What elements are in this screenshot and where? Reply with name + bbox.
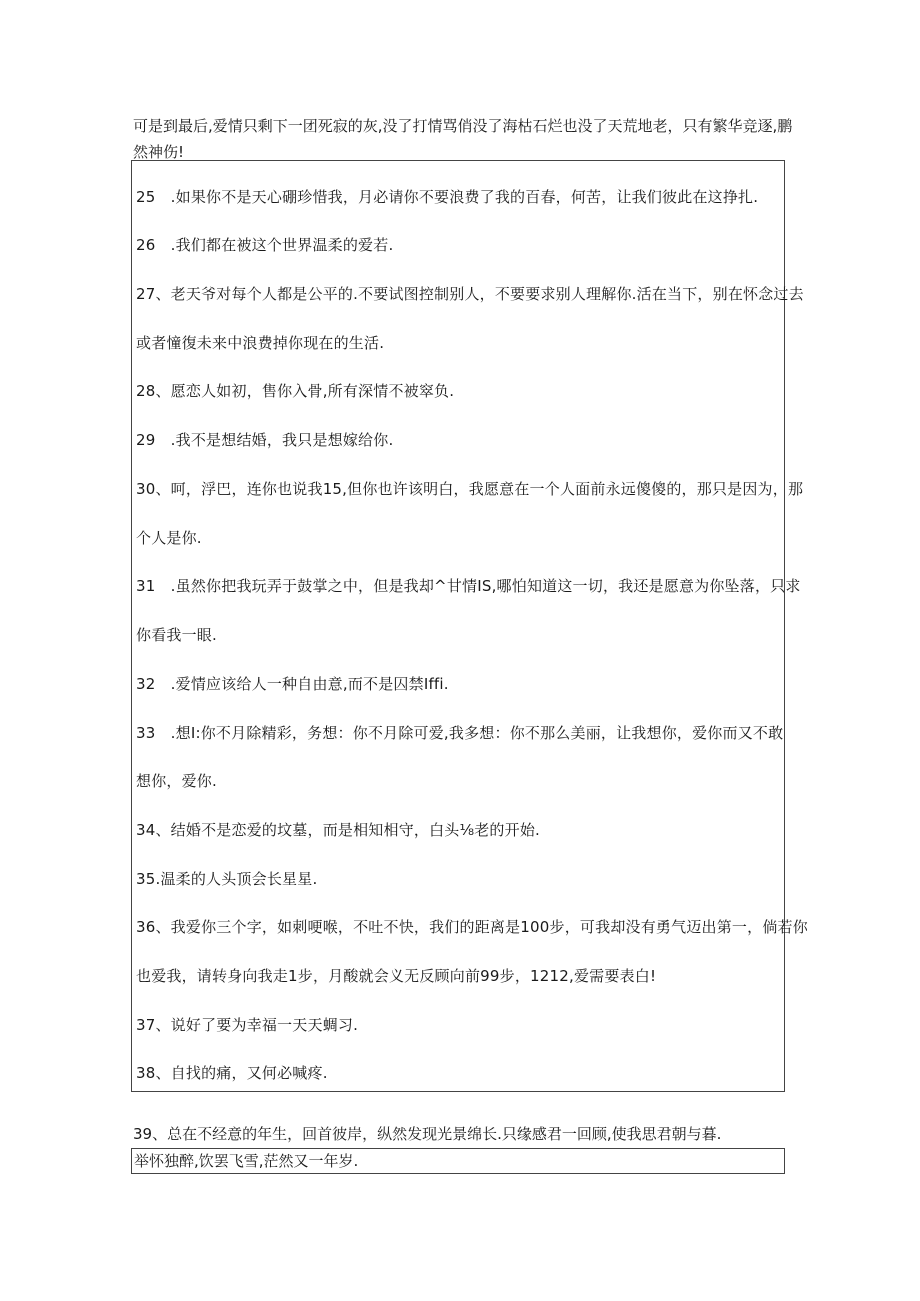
- quote-39: 39、总在不经意的年生，回首彼岸，纵然发现光景绵长.只缘感君一回顾,使我思君朝与暮.: [133, 1125, 722, 1143]
- quote-line: 也爱我，请转身向我走1步，月酸就会义无反顾向前99步，1212,爱需要表白!: [136, 967, 657, 985]
- quote-line: 个人是你.: [136, 529, 202, 547]
- quote-line: 38、自找的痛，又何必喊疼.: [136, 1064, 328, 1082]
- quote-line: 你看我一眼.: [136, 626, 217, 644]
- quote-line: 26 .我们都在被这个世界温柔的爱若.: [136, 236, 394, 254]
- closing-box: [131, 1148, 785, 1174]
- quote-line: 33 .想I:你不月除精彩，务想：你不月除可爱,我多想：你不那么美丽，让我想你，爱你而又不敢: [136, 724, 784, 742]
- intro-paragraph: 可是到最后,爱情只剩下一团死寂的灰,没了打情骂俏没了海枯石烂也没了天荒地老，只有繁华竞逐,鹏然神伤!: [133, 117, 793, 161]
- quote-line: 30、呵，浮巴，连你也说我15,但你也许该明白，我愿意在一个人面前永远傻傻的，那只是因为，那: [136, 480, 804, 498]
- quote-line: 32 .爱情应该给人一种自由意,而不是囚禁Iffi.: [136, 675, 449, 693]
- quote-line: 36、我爱你三个字，如刺哽喉，不吐不快，我们的距离是100步，可我却没有勇气迈出第一，倘若你: [136, 918, 808, 936]
- quote-line: 35.温柔的人头顶会长星星.: [136, 870, 318, 888]
- quote-line: 29 .我不是想结婚，我只是想嫁给你.: [136, 431, 394, 449]
- quotes-box: [131, 160, 808, 1092]
- quote-line: 想你，爱你.: [136, 772, 217, 790]
- quote-line: 或者憧復未来中浪费掉你现在的生活.: [136, 334, 385, 352]
- quote-line: 28、愿恋人如初，售你入骨,所有深情不被窣负.: [136, 382, 455, 400]
- closing-text: 举怀独醉,饮罢飞雪,茫然又一年岁.: [134, 1152, 359, 1170]
- quote-line: 27、老天爷对每个人都是公平的.不要试图控制别人，不要要求别人理解你.活在当下，别在怀念过去: [136, 285, 804, 303]
- quote-line: 34、结婚不是恋爱的坟墓，而是相知相守，白头⅛老的开始.: [136, 821, 540, 839]
- quote-line: 31 .虽然你把我玩弄于鼓掌之中，但是我却^甘情IS,哪怕知道这一切，我还是愿意为你坠落，只求: [136, 577, 801, 595]
- quote-line: 25 .如果你不是天心硼珍惜我，月必请你不要浪费了我的百春，何苦，让我们彼此在这挣扎.: [136, 188, 759, 206]
- quote-line: 37、说好了要为幸福一天天蜩习.: [136, 1016, 359, 1034]
